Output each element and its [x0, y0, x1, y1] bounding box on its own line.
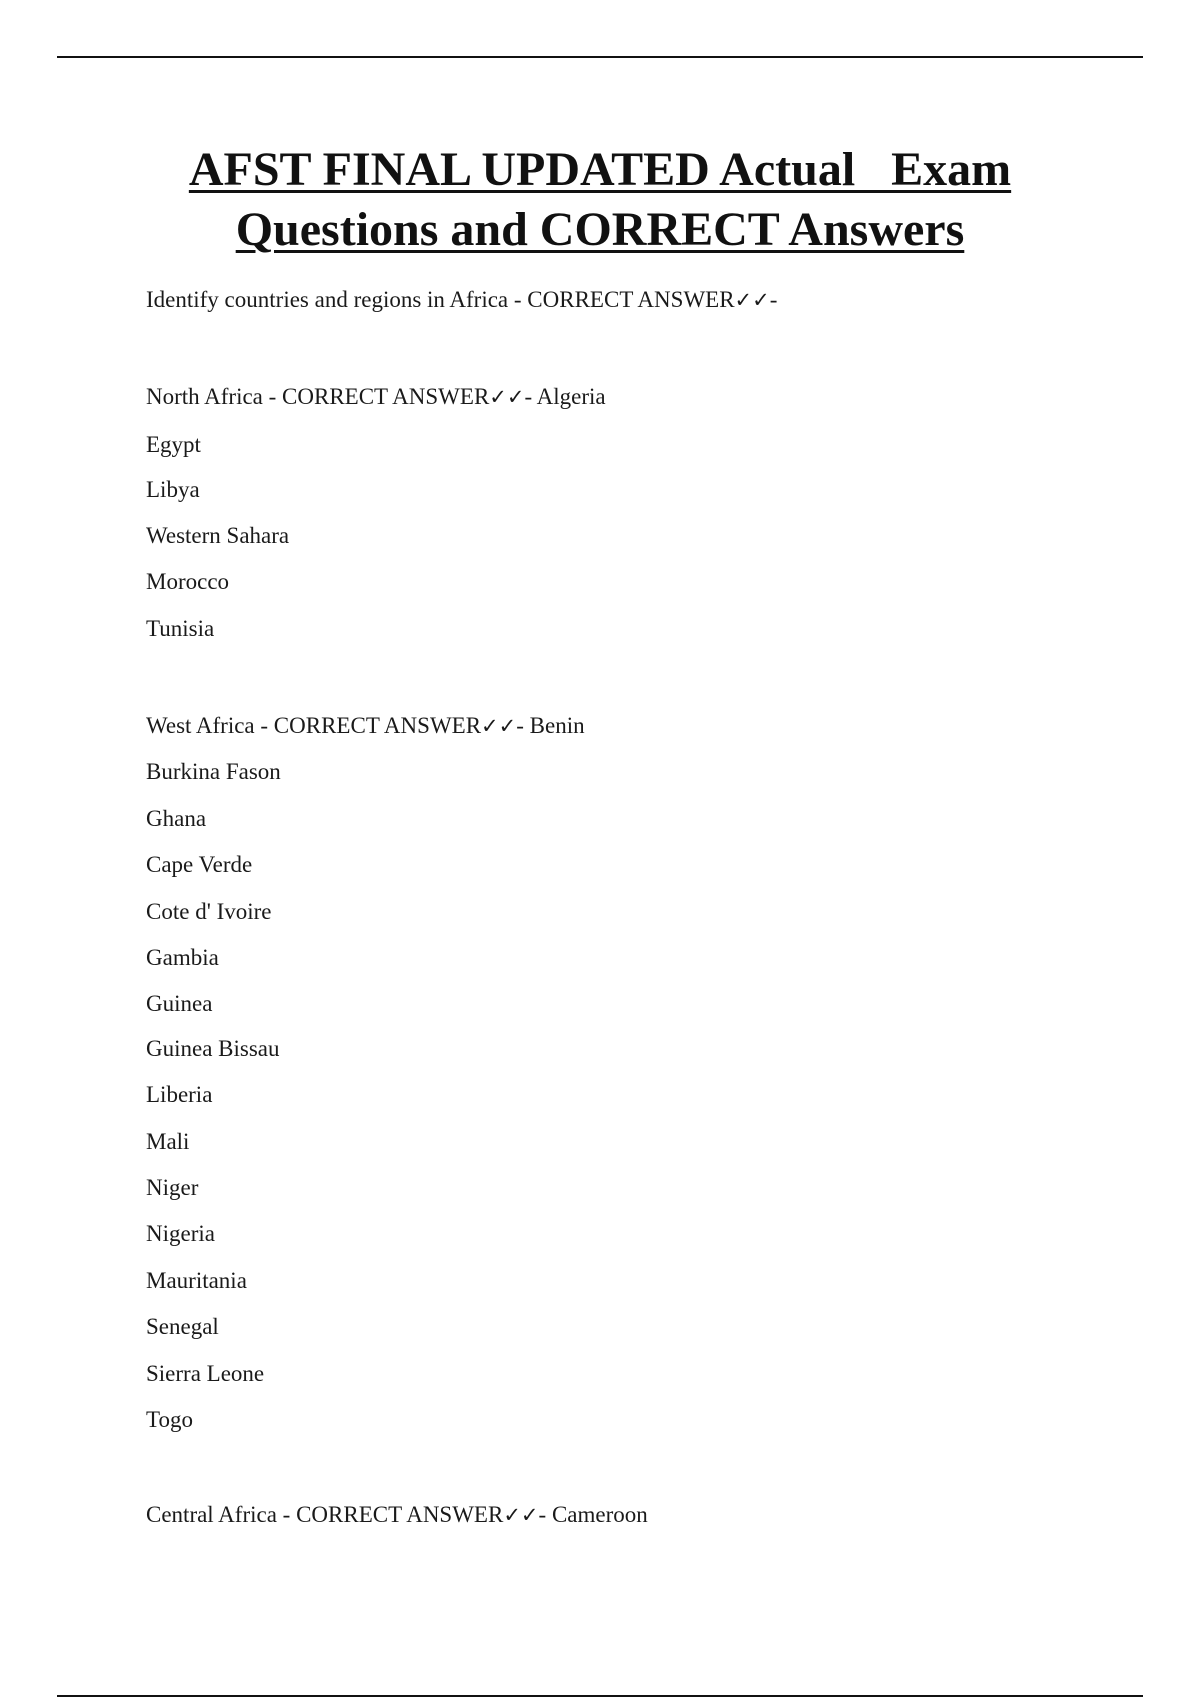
- checkmark-icon: ✓✓: [734, 288, 770, 312]
- intro-prefix: Identify countries and regions in Africa - CORRECT ANSWER: [146, 287, 735, 312]
- intro-question: [146, 286, 777, 314]
- list-item: Togo: [146, 1407, 193, 1432]
- list-item: Liberia: [146, 1082, 213, 1107]
- north-africa-question: [146, 383, 606, 411]
- bottom-rule: [57, 1695, 1143, 1697]
- central-africa-prefix: Central Africa - CORRECT ANSWER: [146, 1502, 504, 1527]
- list-item: Ghana: [146, 806, 207, 831]
- title-line-2: Questions and CORRECT Answers: [235, 203, 965, 256]
- north-africa-prefix: North Africa - CORRECT ANSWER: [146, 384, 490, 409]
- checkmark-icon: ✓✓: [503, 1503, 539, 1527]
- list-item: Guinea: [146, 991, 213, 1016]
- list-item: Cote d' Ivoire: [146, 899, 272, 924]
- west-africa-answer: - Benin: [516, 713, 585, 738]
- top-rule: [57, 56, 1143, 58]
- list-item: Senegal: [146, 1314, 219, 1339]
- list-item: Mali: [146, 1129, 190, 1154]
- north-africa-answer: - Algeria: [524, 384, 606, 409]
- checkmark-icon: ✓✓: [489, 385, 525, 409]
- west-africa-question: [146, 712, 585, 740]
- list-item: Western Sahara: [146, 523, 290, 548]
- list-item: Libya: [146, 477, 200, 502]
- title-line-1: AFST FINAL UPDATED Actual Exam: [188, 143, 1012, 196]
- list-item: Niger: [146, 1175, 199, 1200]
- list-item: Sierra Leone: [146, 1361, 265, 1386]
- list-item: Egypt: [146, 432, 201, 457]
- checkmark-icon: ✓✓: [481, 714, 517, 738]
- list-item: Burkina Fason: [146, 759, 281, 784]
- list-item: Cape Verde: [146, 852, 253, 877]
- list-item: Mauritania: [146, 1268, 247, 1293]
- list-item: Guinea Bissau: [146, 1036, 280, 1061]
- central-africa-question: [146, 1501, 648, 1529]
- document-title: [0, 140, 1200, 260]
- west-africa-prefix: West Africa - CORRECT ANSWER: [146, 713, 482, 738]
- list-item: Morocco: [146, 569, 230, 594]
- list-item: Gambia: [146, 945, 219, 970]
- list-item: Tunisia: [146, 616, 215, 641]
- intro-suffix: -: [769, 287, 778, 312]
- list-item: Nigeria: [146, 1221, 215, 1246]
- central-africa-answer: - Cameroon: [538, 1502, 648, 1527]
